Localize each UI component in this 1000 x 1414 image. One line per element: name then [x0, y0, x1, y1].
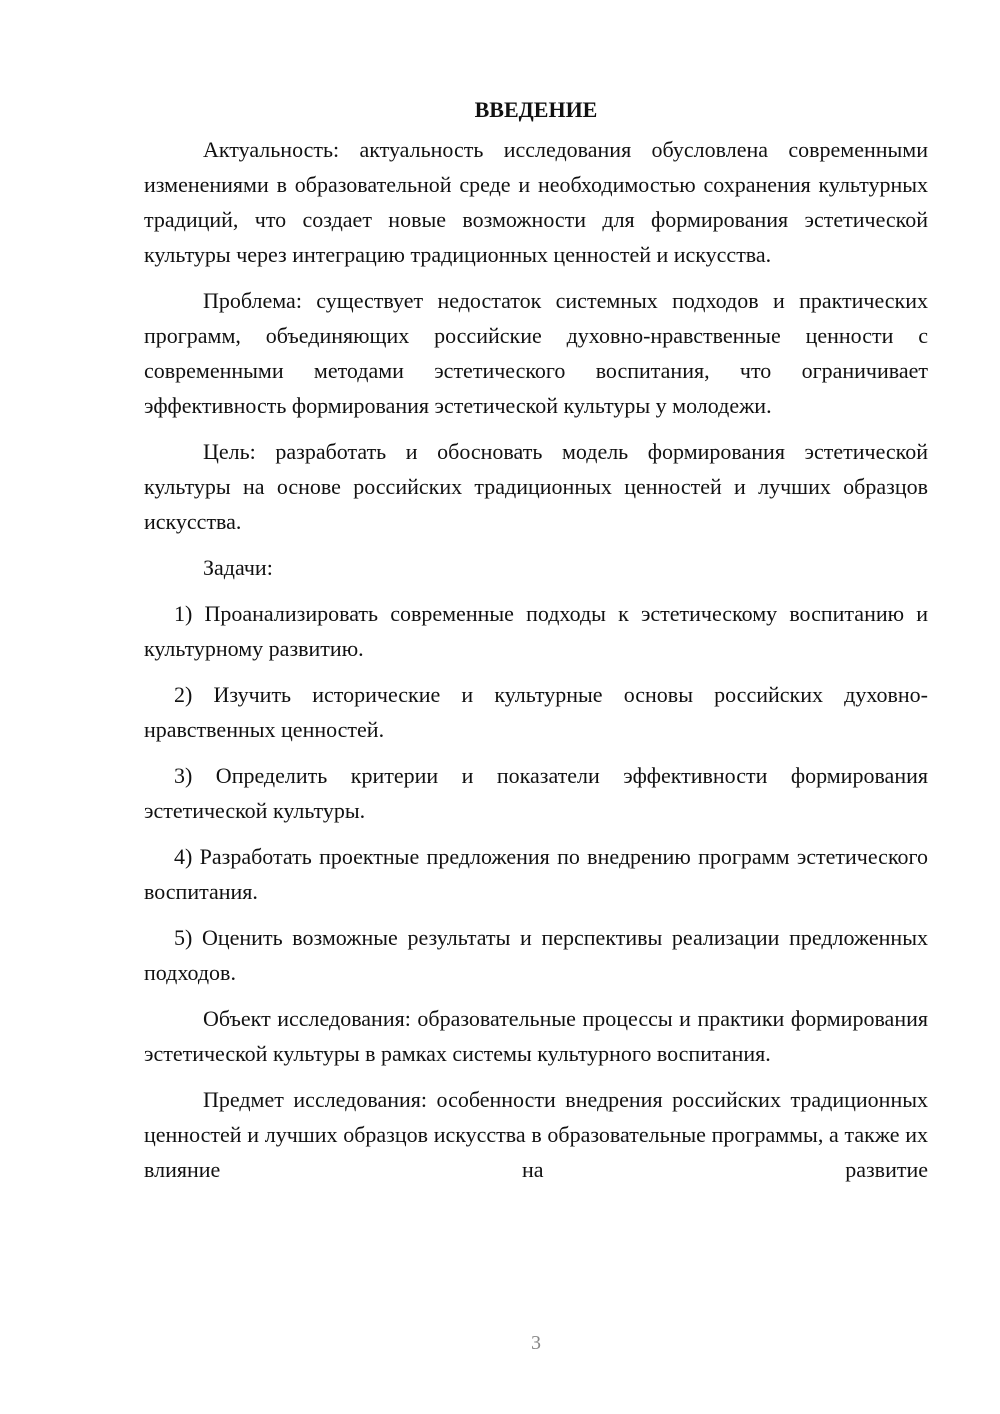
paragraph-subject: Предмет исследования: особенности внедрения российских традиционных ценностей и лучших образцов искусства в образовательные программы, а также их влияние на развитие	[144, 1087, 928, 1182]
page-number: 3	[531, 1332, 541, 1354]
paragraph-goal: Цель: разработать и обосновать модель формирования эстетической культуры на основе российских традиционных ценностей и лучших образцов искусства.	[144, 439, 928, 534]
task-item-4: 4) Разработать проектные предложения по внедрению программ эстетического воспитания.	[144, 844, 928, 904]
task-item-3: 3) Определить критерии и показатели эффективности формирования эстетической культуры.	[144, 763, 928, 823]
task-item-5: 5) Оценить возможные результаты и перспективы реализации предложенных подходов.	[144, 925, 928, 985]
document-page	[144, 92, 928, 1198]
task-item-1: 1) Проанализировать современные подходы к эстетическому воспитанию и культурному развитию.	[144, 601, 928, 661]
paragraph-object: Объект исследования: образовательные процессы и практики формирования эстетической культуры в рамках системы культурного воспитания.	[144, 1006, 928, 1066]
paragraph-problem: Проблема: существует недостаток системных подходов и практических программ, объединяющих российские духовно-нравственные ценности с современными методами эстетического воспитания, что ограничивает эффективность формирования эстетической культуры у молодежи.	[144, 288, 928, 418]
paragraph-relevance: Актуальность: актуальность исследования обусловлена современными изменениями в образовательной среде и необходимостью сохранения культурных традиций, что создает новые возможности для формирования эстетической культуры через интеграцию традиционных ценностей и искусства.	[144, 137, 928, 267]
section-heading: ВВЕДЕНИЕ	[474, 97, 598, 122]
paragraph-tasks-label: Задачи:	[203, 555, 273, 580]
task-item-2: 2) Изучить исторические и культурные основы российских духовно-нравственных ценностей.	[144, 682, 928, 742]
